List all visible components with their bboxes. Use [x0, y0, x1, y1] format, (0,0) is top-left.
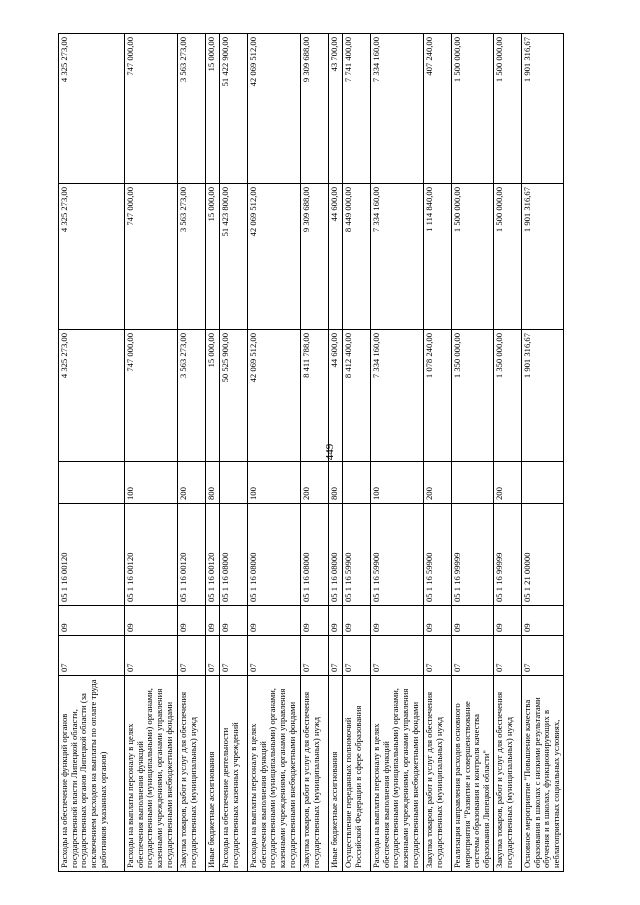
row-amount-2-cell: 747 000,00 — [125, 184, 178, 330]
table-row — [125, 34, 178, 872]
row-amount-1-cell: 44 600,00 — [329, 330, 343, 462]
row-subsection-cell: 09 — [329, 606, 343, 636]
table-row — [178, 34, 206, 872]
row-subsection-cell: 09 — [521, 606, 563, 636]
row-section-cell: 07 — [424, 636, 452, 676]
row-amount-2-cell: 15 000,00 — [206, 184, 220, 330]
row-name-cell: Расходы на обеспечение деятельности государственных казенных учреждений — [220, 676, 248, 872]
row-name-cell: Закупка товаров, работ и услуг для обеспечения государственных (муниципальных) нужд — [301, 676, 329, 872]
row-name-cell: Расходы на обеспечение функций органов государственной власти Липецкой области, государственных органов Липецкой области (за исключением расходов на выплаты по оплате труда работников указанных органов) — [59, 676, 125, 872]
row-amount-2-cell: 7 334 160,00 — [371, 184, 424, 330]
row-amount-2-cell: 3 563 273,00 — [178, 184, 206, 330]
row-expense-type-cell — [343, 462, 371, 504]
row-amount-1-cell: 8 412 400,00 — [343, 330, 371, 462]
row-subsection-cell: 09 — [206, 606, 220, 636]
row-target-article-cell: 05 1 16 00120 — [206, 504, 220, 606]
row-amount-3-cell: 15 000,00 — [206, 34, 220, 184]
row-name-cell: Реализация направления расходов основного мероприятия "Развитие и совершенствование системы образования и контроля качества образования Липецкой области" — [452, 676, 494, 872]
row-subsection-cell: 09 — [220, 606, 248, 636]
table-row — [371, 34, 424, 872]
row-amount-1-cell: 4 325 273,00 — [59, 330, 125, 462]
rotated-page-area — [58, 34, 595, 872]
table-row — [59, 34, 125, 872]
row-subsection-cell: 09 — [343, 606, 371, 636]
row-name-cell: Основное мероприятие "Повышение качества образования в школах с низкими результатами обучения и в школах, функционирующих в неблагоприятных социальных условиях, — [521, 676, 563, 872]
row-amount-1-cell: 7 334 160,00 — [371, 330, 424, 462]
row-subsection-cell: 09 — [452, 606, 494, 636]
row-section-cell: 07 — [493, 636, 521, 676]
row-amount-3-cell: 1 500 000,00 — [452, 34, 494, 184]
table-row — [301, 34, 329, 872]
row-amount-2-cell: 1 500 000,00 — [493, 184, 521, 330]
row-expense-type-cell: 200 — [493, 462, 521, 504]
row-amount-2-cell: 1 901 316,67 — [521, 184, 563, 330]
row-target-article-cell: 05 1 16 00120 — [59, 504, 125, 606]
row-amount-3-cell: 1 901 316,67 — [521, 34, 563, 184]
row-expense-type-cell: 100 — [371, 462, 424, 504]
row-amount-1-cell: 1 350 000,00 — [493, 330, 521, 462]
row-subsection-cell: 09 — [301, 606, 329, 636]
row-section-cell: 07 — [452, 636, 494, 676]
row-subsection-cell: 09 — [248, 606, 301, 636]
table-row — [424, 34, 452, 872]
row-name-cell: Расходы на выплаты персоналу в целях обеспечения выполнения функций государственными (муниципальными) органами, казенными учреждениями, органами управления государственными внебюджетными фондами — [371, 676, 424, 872]
row-amount-3-cell: 407 240,00 — [424, 34, 452, 184]
row-subsection-cell: 09 — [59, 606, 125, 636]
budget-table-container — [58, 34, 595, 872]
row-name-cell: Закупка товаров, работ и услуг для обеспечения государственных (муниципальных) нужд — [178, 676, 206, 872]
row-amount-3-cell: 7 334 160,00 — [371, 34, 424, 184]
table-row — [220, 34, 248, 872]
row-expense-type-cell: 100 — [248, 462, 301, 504]
row-amount-1-cell: 1 078 240,00 — [424, 330, 452, 462]
row-amount-2-cell: 42 069 512,00 — [248, 184, 301, 330]
row-name-cell: Расходы на выплаты персоналу в целях обеспечения выполнения функций государственными (муниципальными) органами, казенными учреждениями, органами управления государственными внебюджетными фондами — [125, 676, 178, 872]
row-target-article-cell: 05 1 16 59900 — [343, 504, 371, 606]
row-amount-3-cell: 3 563 273,00 — [178, 34, 206, 184]
row-section-cell: 07 — [206, 636, 220, 676]
row-expense-type-cell: 800 — [206, 462, 220, 504]
row-amount-1-cell: 1 901 316,67 — [521, 330, 563, 462]
row-subsection-cell: 09 — [178, 606, 206, 636]
row-expense-type-cell — [521, 462, 563, 504]
row-target-article-cell: 05 1 16 00120 — [125, 504, 178, 606]
row-section-cell: 07 — [343, 636, 371, 676]
row-amount-2-cell: 4 325 273,00 — [59, 184, 125, 330]
row-subsection-cell: 09 — [424, 606, 452, 636]
row-amount-2-cell: 9 309 688,00 — [301, 184, 329, 330]
row-section-cell: 07 — [521, 636, 563, 676]
page-number: 449 — [324, 443, 336, 461]
row-amount-1-cell: 1 350 000,00 — [452, 330, 494, 462]
row-expense-type-cell: 100 — [125, 462, 178, 504]
row-amount-2-cell: 51 423 800,00 — [220, 184, 248, 330]
row-expense-type-cell — [452, 462, 494, 504]
table-row — [452, 34, 494, 872]
row-amount-2-cell: 1 114 840,00 — [424, 184, 452, 330]
row-target-article-cell: 05 1 16 00120 — [178, 504, 206, 606]
table-row — [521, 34, 563, 872]
table-row — [493, 34, 521, 872]
row-name-cell: Иные бюджетные ассигнования — [329, 676, 343, 872]
row-name-cell: Иные бюджетные ассигнования — [206, 676, 220, 872]
row-subsection-cell: 09 — [125, 606, 178, 636]
row-name-cell: Закупка товаров, работ и услуг для обеспечения государственных (муниципальных) нужд — [424, 676, 452, 872]
row-expense-type-cell: 800 — [329, 462, 343, 504]
row-amount-1-cell: 3 563 273,00 — [178, 330, 206, 462]
row-amount-3-cell: 747 000,00 — [125, 34, 178, 184]
row-amount-3-cell: 42 069 512,00 — [248, 34, 301, 184]
row-section-cell: 07 — [220, 636, 248, 676]
budget-table — [58, 33, 564, 872]
row-section-cell: 07 — [248, 636, 301, 676]
row-target-article-cell: 05 1 16 59900 — [424, 504, 452, 606]
row-expense-type-cell — [220, 462, 248, 504]
row-amount-1-cell: 15 000,00 — [206, 330, 220, 462]
row-target-article-cell: 05 1 16 08000 — [301, 504, 329, 606]
row-amount-3-cell: 7 741 400,00 — [343, 34, 371, 184]
row-target-article-cell: 05 1 16 08000 — [220, 504, 248, 606]
row-amount-1-cell: 747 000,00 — [125, 330, 178, 462]
table-row — [343, 34, 371, 872]
row-name-cell: Расходы на выплаты персоналу в целях обеспечения выполнения функций государственными (муниципальными) органами, казенными учреждениями, органами управления государственными внебюджетными фондами — [248, 676, 301, 872]
table-row — [206, 34, 220, 872]
row-amount-1-cell: 50 525 900,00 — [220, 330, 248, 462]
row-amount-2-cell: 1 500 000,00 — [452, 184, 494, 330]
row-target-article-cell: 05 1 21 00000 — [521, 504, 563, 606]
row-subsection-cell: 09 — [371, 606, 424, 636]
row-amount-3-cell: 51 422 900,00 — [220, 34, 248, 184]
row-section-cell: 07 — [59, 636, 125, 676]
row-amount-3-cell: 9 309 688,00 — [301, 34, 329, 184]
row-section-cell: 07 — [125, 636, 178, 676]
table-row — [329, 34, 343, 872]
row-amount-1-cell: 42 069 512,00 — [248, 330, 301, 462]
row-amount-1-cell: 8 411 788,00 — [301, 330, 329, 462]
row-target-article-cell: 05 1 16 99999 — [452, 504, 494, 606]
row-target-article-cell: 05 1 16 08000 — [248, 504, 301, 606]
row-amount-2-cell: 44 600,00 — [329, 184, 343, 330]
row-name-cell: Закупка товаров, работ и услуг для обеспечения государственных (муниципальных) нужд — [493, 676, 521, 872]
row-amount-2-cell: 8 449 000,00 — [343, 184, 371, 330]
row-target-article-cell: 05 1 16 08000 — [329, 504, 343, 606]
row-section-cell: 07 — [371, 636, 424, 676]
row-expense-type-cell: 200 — [301, 462, 329, 504]
row-expense-type-cell — [59, 462, 125, 504]
row-amount-3-cell: 4 325 273,00 — [59, 34, 125, 184]
row-target-article-cell: 05 1 16 99999 — [493, 504, 521, 606]
table-row — [248, 34, 301, 872]
row-expense-type-cell: 200 — [178, 462, 206, 504]
row-target-article-cell: 05 1 16 59900 — [371, 504, 424, 606]
row-section-cell: 07 — [329, 636, 343, 676]
row-expense-type-cell: 200 — [424, 462, 452, 504]
table-body — [59, 34, 564, 872]
row-section-cell: 07 — [178, 636, 206, 676]
row-name-cell: Осуществление переданных полномочий Российской Федерации в сфере образования — [343, 676, 371, 872]
row-amount-3-cell: 1 500 000,00 — [493, 34, 521, 184]
row-amount-3-cell: 43 700,00 — [329, 34, 343, 184]
row-section-cell: 07 — [301, 636, 329, 676]
row-subsection-cell: 09 — [493, 606, 521, 636]
